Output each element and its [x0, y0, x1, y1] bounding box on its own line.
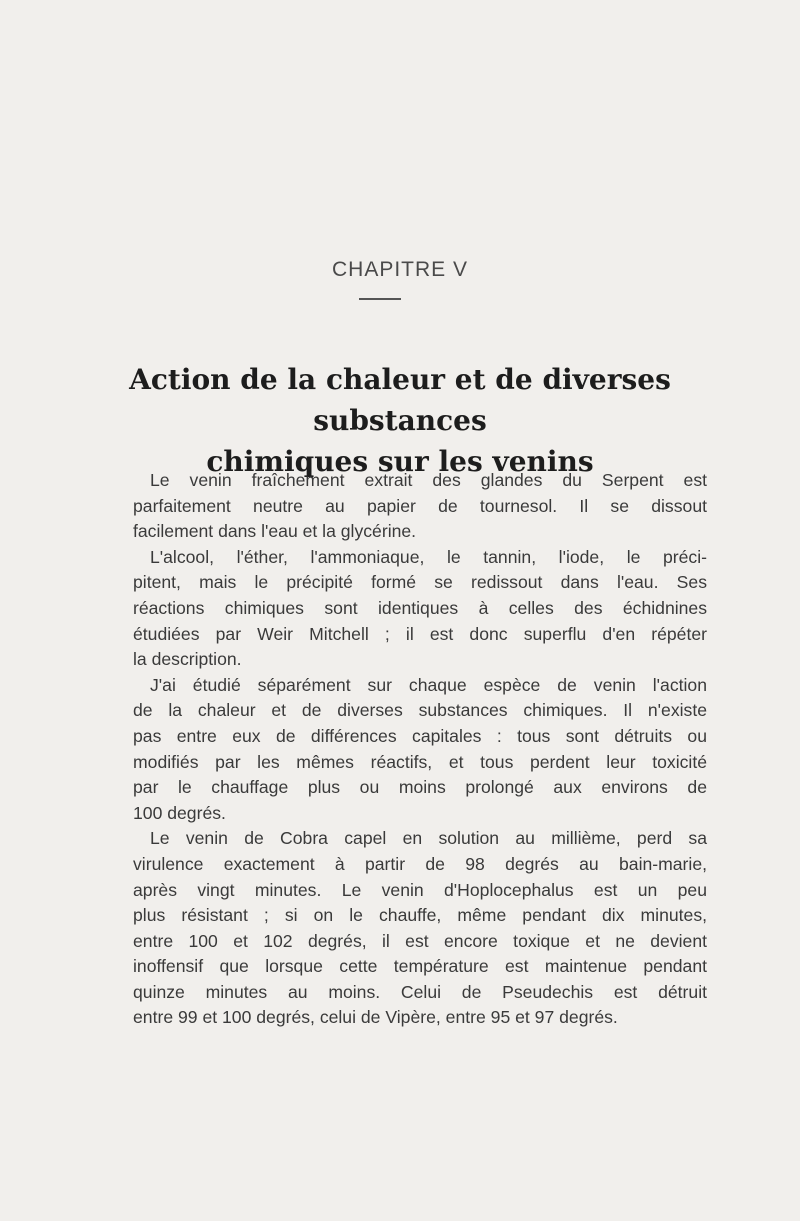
- text-line: virulence exactement à partir de 98 degrés au bain-marie,: [133, 853, 707, 874]
- text-line: inoffensif que lorsque cette température est maintenue pendant: [133, 956, 707, 977]
- paragraph-4: [133, 826, 707, 1031]
- text-line: de la chaleur et de diverses substances chimiques. Il n'existe: [133, 700, 707, 721]
- text-line: la description.: [133, 649, 242, 670]
- text-line: J'ai étudié séparément sur chaque espèce de venin l'action: [150, 674, 707, 695]
- text-line: par le chauffage plus ou moins prolongé aux environs de: [133, 777, 707, 798]
- text-line: 100 degrés.: [133, 802, 226, 823]
- text-line: réactions chimiques sont identiques à celles des échidnines: [133, 597, 707, 618]
- text-line: facilement dans l'eau et la glycérine.: [133, 521, 417, 542]
- text-line: étudiées par Weir Mitchell ; il est donc superflu d'en répéter: [133, 623, 707, 644]
- text-line: pitent, mais le précipité formé se redissout dans l'eau. Ses: [133, 572, 707, 593]
- text-line: Le venin fraîchement extrait des glandes du Serpent est: [150, 470, 707, 490]
- chapter-divider: [359, 298, 401, 300]
- text-line: L'alcool, l'éther, l'ammoniaque, le tannin, l'iode, le préci-: [150, 546, 707, 567]
- chapter-title-line: Action de la chaleur et de diverses substances: [129, 363, 671, 437]
- text-line: quinze minutes au moins. Celui de Pseudechis est détruit: [133, 981, 707, 1002]
- chapter-title: [70, 359, 730, 482]
- text-line: après vingt minutes. Le venin d'Hoplocephalus est un peu: [133, 879, 707, 900]
- text-line: entre 100 et 102 degrés, il est encore toxique et ne devient: [133, 930, 707, 951]
- text-line: modifiés par les mêmes réactifs, et tous perdent leur toxicité: [133, 751, 707, 772]
- text-line: pas entre eux de différences capitales : tous sont détruits ou: [133, 725, 707, 746]
- paragraph-2: [133, 545, 707, 673]
- chapter-heading: CHAPITRE V: [331, 258, 469, 281]
- body-text: [133, 468, 707, 1031]
- text-line: Le venin de Cobra capel en solution au millième, perd sa: [150, 828, 707, 849]
- text-line: entre 99 et 100 degrés, celui de Vipère, entre 95 et 97 degrés.: [133, 1007, 618, 1028]
- chapter-title-line: chimiques sur les venins: [206, 445, 594, 478]
- text-line: parfaitement neutre au papier de tournesol. Il se dissout: [133, 495, 707, 516]
- paragraph-1: [133, 468, 707, 545]
- text-line: plus résistant ; si on le chauffe, même pendant dix minutes,: [133, 905, 707, 926]
- paragraph-3: [133, 673, 707, 827]
